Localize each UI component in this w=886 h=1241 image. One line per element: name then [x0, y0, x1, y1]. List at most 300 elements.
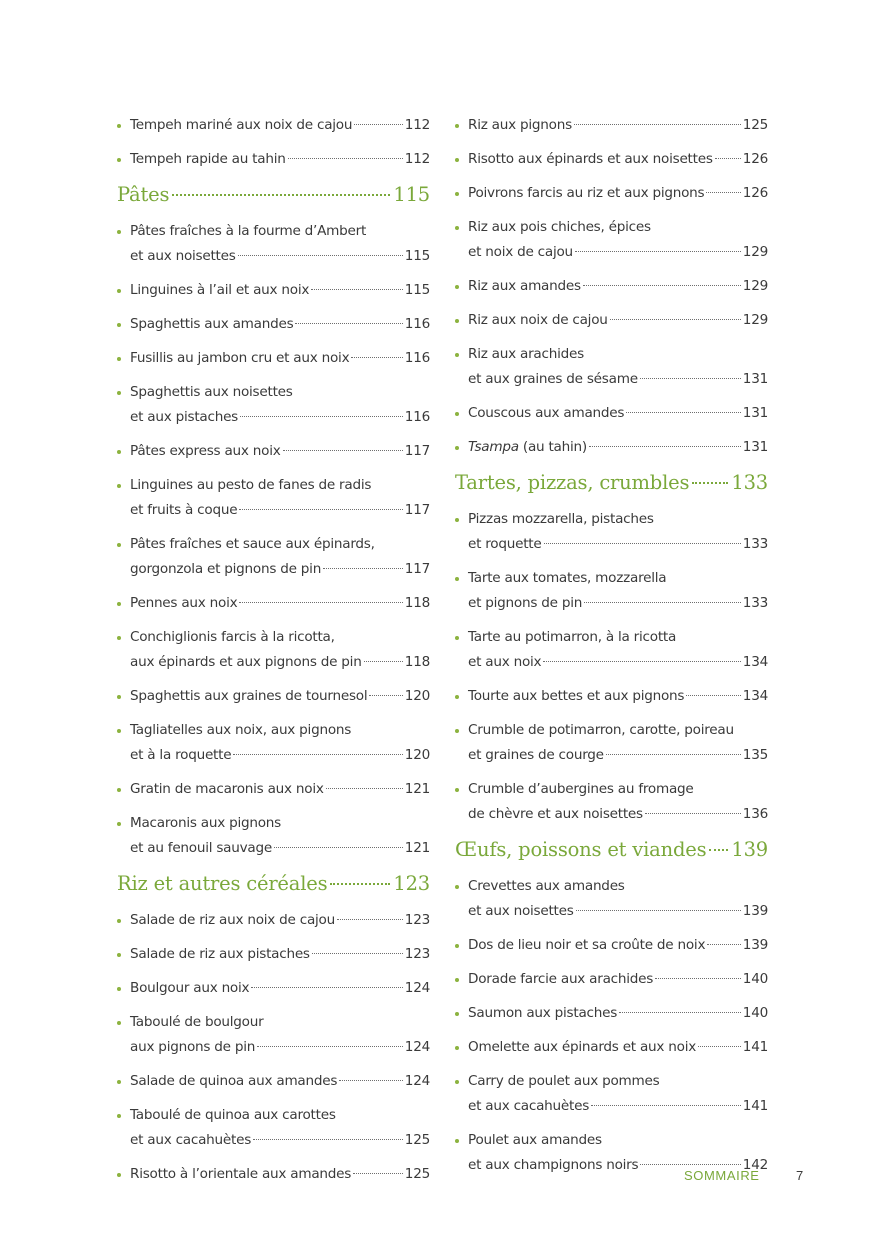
entry-title-text: et pignons de pin	[468, 595, 583, 611]
entry-title-line: Macaronis aux pignons	[130, 815, 281, 831]
entry-title-text: Omelette aux épinards et aux noix	[468, 1039, 697, 1055]
entry-last-line	[468, 684, 768, 709]
dot-leader	[640, 378, 741, 379]
entry-title-text: et aux noisettes	[130, 248, 236, 264]
entry-title-line	[130, 743, 231, 768]
toc-entry[interactable]	[117, 908, 430, 933]
entry-title-line	[468, 274, 581, 299]
entry-page-number: 115	[404, 282, 430, 298]
toc-entry[interactable]	[455, 967, 768, 992]
section-page-number: 115	[393, 183, 430, 206]
dot-leader	[251, 987, 402, 988]
dot-leader	[709, 849, 728, 851]
entry-title-line	[468, 967, 653, 992]
entry-page-number: 140	[742, 1005, 768, 1021]
entry-title-line: Tarte aux tomates, mozzarella	[468, 570, 667, 586]
entry-title-line	[130, 836, 272, 861]
bullet-icon	[117, 636, 121, 640]
entry-title-line	[468, 367, 638, 392]
entry-page-number: 131	[742, 405, 768, 421]
bullet-icon	[455, 226, 459, 230]
entry-title-line: Crumble de potimarron, carotte, poireau	[468, 722, 734, 738]
toc-entry[interactable]	[455, 1001, 768, 1026]
dot-leader	[576, 910, 741, 911]
bullet-icon	[455, 285, 459, 289]
entry-last-line	[468, 899, 768, 924]
entry-title-text: aux épinards et aux pignons de pin	[130, 654, 362, 670]
entry-title-text: (au tahin)	[522, 439, 587, 455]
toc-right-column	[455, 113, 768, 1187]
entry-title-line	[468, 181, 704, 206]
entry-last-line	[468, 435, 768, 460]
bullet-icon	[117, 357, 121, 361]
dot-leader	[351, 357, 402, 358]
entry-page-number: 133	[742, 536, 768, 552]
entry-page-number: 120	[404, 688, 430, 704]
dot-leader	[323, 568, 403, 569]
entry-last-line	[130, 312, 430, 337]
toc-entry[interactable]	[455, 507, 768, 557]
entry-last-line	[130, 1128, 430, 1153]
entry-page-number: 112	[404, 117, 430, 133]
bullet-icon	[117, 158, 121, 162]
entry-last-line	[130, 278, 430, 303]
entry-title-line	[130, 278, 309, 303]
toc-entry[interactable]	[455, 684, 768, 709]
entry-last-line	[468, 274, 768, 299]
entry-last-line	[130, 942, 430, 967]
toc-entry[interactable]	[117, 1010, 430, 1060]
entry-last-line	[468, 650, 768, 675]
entry-page-number: 121	[404, 840, 430, 856]
toc-entry[interactable]	[455, 874, 768, 924]
bullet-icon	[117, 822, 121, 826]
entry-last-line	[130, 557, 430, 582]
entry-page-number: 125	[404, 1132, 430, 1148]
bullet-icon	[455, 944, 459, 948]
entry-title-line	[468, 308, 608, 333]
dot-leader	[253, 1139, 403, 1140]
section-heading[interactable]	[117, 870, 430, 898]
entry-last-line	[130, 684, 430, 709]
entry-page-number: 123	[404, 946, 430, 962]
dot-leader	[686, 695, 741, 696]
dot-leader	[655, 978, 741, 979]
entry-page-number: 121	[404, 781, 430, 797]
entry-last-line	[468, 532, 768, 557]
bullet-icon	[117, 1021, 121, 1025]
entry-page-number: 134	[742, 688, 768, 704]
entry-title-line: Tarte au potimarron, à la ricotta	[468, 629, 677, 645]
bullet-icon	[455, 353, 459, 357]
entry-title-line	[130, 908, 335, 933]
toc-entry[interactable]	[455, 401, 768, 426]
entry-page-number: 120	[404, 747, 430, 763]
toc-entry[interactable]	[117, 811, 430, 861]
toc-entry[interactable]	[117, 1103, 430, 1153]
toc-entry[interactable]	[455, 1035, 768, 1060]
entry-last-line	[130, 1069, 430, 1094]
entry-title-line	[468, 435, 587, 460]
entry-page-number: 139	[742, 903, 768, 919]
entry-last-line	[130, 244, 430, 269]
entry-last-line	[468, 1094, 768, 1119]
bullet-icon	[117, 450, 121, 454]
entry-title-line: Riz aux arachides	[468, 346, 584, 362]
bullet-icon	[455, 885, 459, 889]
entry-title-text: et aux cacahuètes	[130, 1132, 252, 1148]
entry-title-text: Saumon aux pistaches	[468, 1005, 618, 1021]
entry-title-line	[468, 1153, 638, 1178]
entry-title-text: Riz aux amandes	[468, 278, 581, 294]
bullet-icon	[117, 484, 121, 488]
entry-page-number: 131	[742, 439, 768, 455]
entry-page-number: 117	[404, 502, 430, 518]
dot-leader	[239, 509, 402, 510]
bullet-icon	[117, 124, 121, 128]
section-title: Œufs, poissons et viandes	[455, 838, 707, 861]
entry-title-text: Fusillis au jambon cru et aux noix	[130, 350, 350, 366]
dot-leader	[707, 944, 741, 945]
entry-title-text: Risotto aux épinards et aux noisettes	[468, 151, 713, 167]
entry-title-text: Tempeh mariné aux noix de cajou	[130, 117, 353, 133]
dot-leader	[364, 661, 403, 662]
entry-last-line	[130, 777, 430, 802]
entry-last-line	[130, 439, 430, 464]
entry-title-text: et aux cacahuètes	[468, 1098, 590, 1114]
entry-last-line	[468, 743, 768, 768]
entry-title-text: Linguines à l’ail et aux noix	[130, 282, 310, 298]
toc-entry[interactable]	[117, 942, 430, 967]
entry-page-number: 126	[742, 151, 768, 167]
entry-last-line	[130, 908, 430, 933]
bullet-icon	[455, 1012, 459, 1016]
entry-last-line	[130, 346, 430, 371]
entry-title-text: Salade de quinoa aux amandes	[130, 1073, 338, 1089]
entry-title-text: et aux noisettes	[468, 903, 574, 919]
bullet-icon	[117, 729, 121, 733]
toc-entry[interactable]	[455, 215, 768, 265]
toc-entry[interactable]	[455, 625, 768, 675]
bullet-icon	[455, 695, 459, 699]
toc-entry[interactable]	[455, 274, 768, 299]
dot-leader	[239, 602, 402, 603]
entry-title-text: Riz aux noix de cajou	[468, 312, 608, 328]
dot-leader	[337, 919, 403, 920]
bullet-icon	[117, 695, 121, 699]
toc-entry[interactable]	[117, 532, 430, 582]
entry-page-number: 129	[742, 312, 768, 328]
toc-entry[interactable]	[117, 473, 430, 523]
dot-leader	[619, 1012, 741, 1013]
entry-page-number: 126	[742, 185, 768, 201]
entry-page-number: 123	[404, 912, 430, 928]
entry-title-text: gorgonzola et pignons de pin	[130, 561, 322, 577]
entry-page-number: 118	[404, 654, 430, 670]
dot-leader	[240, 416, 403, 417]
entry-title-line	[130, 312, 293, 337]
entry-page-number: 124	[404, 1039, 430, 1055]
entry-title-line	[468, 1001, 617, 1026]
entry-title-line	[468, 650, 541, 675]
entry-title-line	[130, 976, 249, 1001]
bullet-icon	[117, 953, 121, 957]
entry-page-number: 129	[742, 278, 768, 294]
entry-page-number: 116	[404, 350, 430, 366]
dot-leader	[610, 319, 741, 320]
bullet-icon	[117, 230, 121, 234]
bullet-icon	[455, 1139, 459, 1143]
entry-title-line	[130, 557, 321, 582]
dot-leader	[645, 813, 741, 814]
section-heading[interactable]	[117, 181, 430, 209]
entry-title-text: Couscous aux amandes	[468, 405, 625, 421]
entry-title-line	[130, 1069, 337, 1094]
entry-last-line	[468, 401, 768, 426]
bullet-icon	[117, 323, 121, 327]
entry-last-line	[468, 113, 768, 138]
entry-title-line: Carry de poulet aux pommes	[468, 1073, 660, 1089]
entry-title-line: Spaghettis aux noisettes	[130, 384, 293, 400]
dot-leader	[544, 543, 741, 544]
entry-last-line	[130, 743, 430, 768]
entry-title-line	[130, 147, 286, 172]
entry-page-number: 135	[742, 747, 768, 763]
entry-title-line	[468, 401, 624, 426]
entry-last-line	[468, 1035, 768, 1060]
entry-title-line	[130, 1035, 255, 1060]
toc-entry[interactable]	[455, 113, 768, 138]
entry-page-number: 124	[404, 1073, 430, 1089]
dot-leader	[326, 788, 403, 789]
entry-title-line	[130, 650, 362, 675]
entry-page-number: 136	[742, 806, 768, 822]
entry-page-number: 133	[742, 595, 768, 611]
toc-left-column	[117, 113, 430, 1196]
toc-entry[interactable]	[117, 1162, 430, 1187]
entry-title-text: et au fenouil sauvage	[130, 840, 272, 856]
bullet-icon	[117, 788, 121, 792]
entry-page-number: 129	[742, 244, 768, 260]
bullet-icon	[117, 391, 121, 395]
entry-title-line	[468, 684, 684, 709]
entry-title-text: Pennes aux noix	[130, 595, 238, 611]
entry-title-line: Poulet aux amandes	[468, 1132, 602, 1148]
entry-page-number: 118	[404, 595, 430, 611]
bullet-icon	[117, 543, 121, 547]
toc-entry[interactable]	[455, 342, 768, 392]
dot-leader	[692, 482, 728, 484]
entry-title-text: Riz aux pignons	[468, 117, 572, 133]
toc-entry[interactable]	[117, 591, 430, 616]
toc-entry[interactable]	[455, 933, 768, 958]
bullet-icon	[455, 729, 459, 733]
bullet-icon	[117, 289, 121, 293]
entry-title-line: Taboulé de quinoa aux carottes	[130, 1107, 336, 1123]
entry-title-line: Tagliatelles aux noix, aux pignons	[130, 722, 352, 738]
entry-last-line	[130, 1162, 430, 1187]
toc-entry[interactable]	[455, 566, 768, 616]
dot-leader	[354, 124, 403, 125]
bullet-icon	[455, 124, 459, 128]
entry-last-line	[130, 650, 430, 675]
toc-entry[interactable]	[117, 777, 430, 802]
entry-last-line	[130, 147, 430, 172]
entry-title-text: et roquette	[468, 536, 542, 552]
entry-title-line	[468, 899, 574, 924]
bullet-icon	[455, 788, 459, 792]
entry-title-line: Crumble d’aubergines au fromage	[468, 781, 694, 797]
entry-title-line	[130, 113, 352, 138]
entry-last-line	[468, 240, 768, 265]
section-page-number: 139	[731, 838, 768, 861]
entry-page-number: 125	[404, 1166, 430, 1182]
dot-leader	[640, 1164, 740, 1165]
bullet-icon	[455, 319, 459, 323]
section-title: Tartes, pizzas, crumbles	[455, 471, 690, 494]
dot-leader	[589, 446, 741, 447]
entry-title-line: Riz aux pois chiches, épices	[468, 219, 651, 235]
toc-entry[interactable]	[117, 684, 430, 709]
entry-last-line	[468, 591, 768, 616]
entry-title-text: Spaghettis aux amandes	[130, 316, 294, 332]
dot-leader	[574, 124, 741, 125]
entry-title-text: Salade de riz aux pistaches	[130, 946, 310, 962]
dot-leader	[369, 695, 402, 696]
toc-entry[interactable]	[117, 718, 430, 768]
bullet-icon	[117, 987, 121, 991]
toc-entry[interactable]	[117, 346, 430, 371]
entry-page-number: 134	[742, 654, 768, 670]
entry-title-line	[130, 684, 367, 709]
entry-page-number: 116	[404, 409, 430, 425]
section-title: Riz et autres céréales	[117, 872, 328, 895]
bullet-icon	[455, 158, 459, 162]
toc-entry[interactable]	[455, 1069, 768, 1119]
section-heading[interactable]	[455, 836, 768, 864]
entry-title-line	[130, 942, 310, 967]
entry-title-line	[468, 802, 643, 827]
entry-last-line	[130, 113, 430, 138]
dot-leader	[312, 953, 403, 954]
entry-page-number: 139	[742, 937, 768, 953]
bullet-icon	[117, 919, 121, 923]
entry-title-text: Poivrons farcis au riz et aux pignons	[468, 185, 705, 201]
entry-last-line	[130, 405, 430, 430]
footer-page-number: 7	[796, 1168, 804, 1183]
dot-leader	[583, 285, 741, 286]
toc-entry[interactable]	[117, 219, 430, 269]
dot-leader	[584, 602, 741, 603]
entry-last-line	[468, 933, 768, 958]
toc-entry[interactable]	[455, 435, 768, 460]
entry-last-line	[468, 967, 768, 992]
entry-title-line	[468, 147, 713, 172]
bullet-icon	[455, 978, 459, 982]
entry-page-number: 142	[742, 1157, 768, 1173]
entry-title-text: Tempeh rapide au tahin	[130, 151, 286, 167]
entry-title-text: Salade de riz aux noix de cajou	[130, 912, 335, 928]
toc-entry[interactable]	[455, 718, 768, 768]
entry-title-line: Taboulé de boulgour	[130, 1014, 264, 1030]
entry-page-number: 117	[404, 561, 430, 577]
toc-entry[interactable]	[117, 439, 430, 464]
dot-leader	[339, 1080, 403, 1081]
bullet-icon	[117, 1173, 121, 1177]
entry-last-line	[468, 181, 768, 206]
entry-last-line	[130, 1035, 430, 1060]
toc-entry[interactable]	[117, 113, 430, 138]
entry-page-number: 125	[742, 117, 768, 133]
bullet-icon	[455, 1080, 459, 1084]
entry-title-text: Pâtes express aux noix	[130, 443, 281, 459]
entry-title-line	[468, 1035, 696, 1060]
bullet-icon	[117, 602, 121, 606]
bullet-icon	[455, 412, 459, 416]
entry-last-line	[468, 367, 768, 392]
toc-entry[interactable]	[455, 147, 768, 172]
entry-last-line	[130, 836, 430, 861]
entry-title-text: et aux noix	[468, 654, 542, 670]
entry-title-text: et noix de cajou	[468, 244, 573, 260]
entry-title-line	[130, 405, 238, 430]
entry-title-line	[130, 498, 237, 523]
section-page-number: 133	[731, 471, 768, 494]
entry-title-line	[130, 346, 349, 371]
toc-entry[interactable]	[117, 976, 430, 1001]
entry-last-line	[468, 147, 768, 172]
entry-title-text: Tourte aux bettes et aux pignons	[468, 688, 685, 704]
toc-entry[interactable]	[117, 380, 430, 430]
entry-title-line	[468, 532, 542, 557]
entry-page-number: 124	[404, 980, 430, 996]
toc-entry[interactable]	[117, 147, 430, 172]
toc-entry[interactable]	[117, 278, 430, 303]
toc-entry[interactable]	[455, 308, 768, 333]
entry-title-text: et aux pistaches	[130, 409, 239, 425]
toc-entry[interactable]	[117, 1069, 430, 1094]
dot-leader	[706, 192, 740, 193]
entry-title-text: et graines de courge	[468, 747, 604, 763]
toc-entry[interactable]	[117, 312, 430, 337]
entry-title-text: de chèvre et aux noisettes	[468, 806, 643, 822]
entry-title-line	[468, 743, 604, 768]
footer-section-label: SOMMAIRE	[684, 1168, 760, 1183]
entry-title-line	[468, 933, 705, 958]
entry-title-line: Linguines au pesto de fanes de radis	[130, 477, 372, 493]
toc-entry[interactable]	[455, 181, 768, 206]
entry-title-line: Crevettes aux amandes	[468, 878, 625, 894]
toc-entry[interactable]	[117, 625, 430, 675]
bullet-icon	[455, 192, 459, 196]
dot-leader	[233, 754, 402, 755]
entry-page-number: 141	[742, 1098, 768, 1114]
dot-leader	[591, 1105, 741, 1106]
entry-title-line	[130, 591, 237, 616]
dot-leader	[257, 1046, 403, 1047]
entry-title-text: aux pignons de pin	[130, 1039, 256, 1055]
entry-title-line	[468, 240, 573, 265]
section-heading[interactable]	[455, 469, 768, 497]
entry-page-number: 141	[742, 1039, 768, 1055]
entry-title-line	[130, 244, 236, 269]
bullet-icon	[455, 636, 459, 640]
entry-title-line	[130, 1162, 351, 1187]
toc-entry[interactable]	[455, 777, 768, 827]
dot-leader	[626, 412, 741, 413]
bullet-icon	[455, 518, 459, 522]
entry-last-line	[130, 591, 430, 616]
